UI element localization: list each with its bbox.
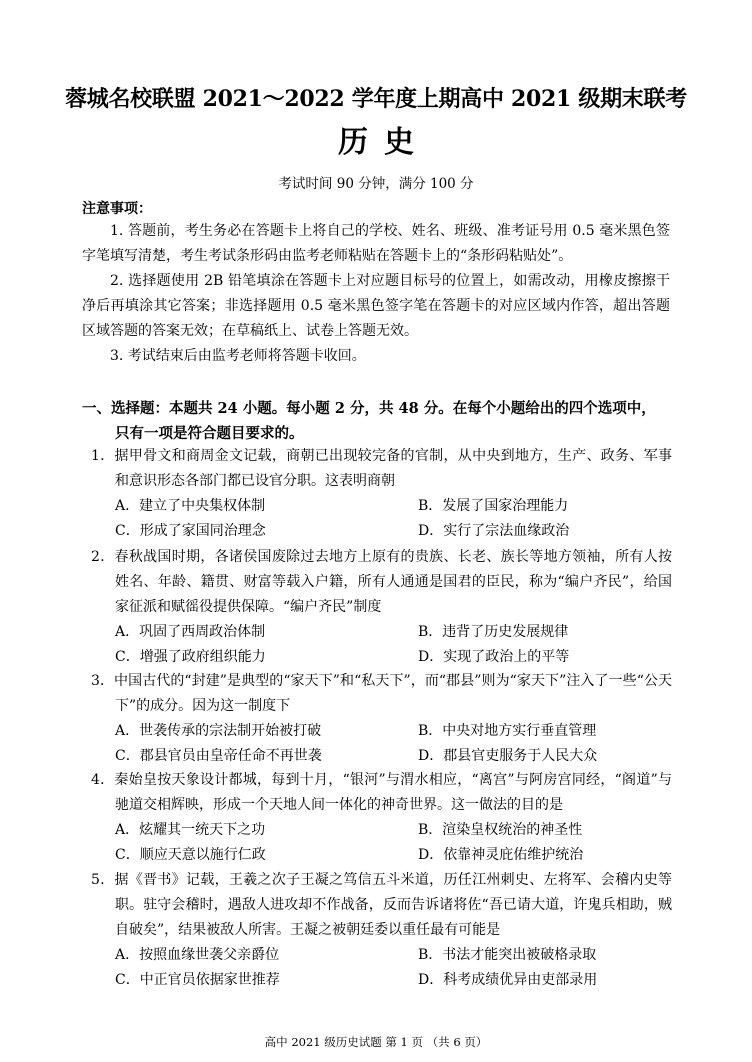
question-5	[82, 868, 672, 993]
question-stem: 2．春秋战国时期，各诸侯国废除过去地方上原有的贵族、长老、族长等地方领袖，所有人按姓名、年龄、籍贯、财富等载入户籍，所有人通通是国君的臣民，称为“编户齐民”，给国家征派和赋徭役提供保障。“编户齐民”制度	[91, 549, 672, 615]
option-d: D．郡县官吏服务于人民大众	[418, 748, 598, 764]
option-b: B．发展了国家治理能力	[418, 498, 569, 514]
notice-item: 1. 答题前，考生务必在答题卡上将自己的学校、姓名、班级、准考证号用 0.5 毫米黑色签字笔填写清楚，考生考试条形码由监考老师粘贴在答题卡上的“条形码粘贴处”。	[82, 223, 670, 264]
exam-info: 考试时间 90 分钟，满分 100 分	[278, 176, 474, 192]
option-b: B．渲染皇权统治的神圣性	[418, 822, 583, 838]
question-options	[82, 494, 672, 544]
notice-item: 3. 考试结束后由监考老师将答题卡收回。	[110, 348, 366, 364]
option-b: B．违背了历史发展规律	[418, 624, 569, 640]
page-footer: 高中 2021 级历史试题 第 1 页 （共 6 页）	[264, 1035, 488, 1049]
question-stem: 3．中国古代的“封建”是典型的“家天下”和“私天下”，而“郡县”则为“家天下”注入了一些“公天下”的成分。因为这一制度下	[91, 673, 672, 714]
notice-item: 2. 选择题使用 2B 铅笔填涂在答题卡上对应题目标号的位置上，如需改动，用橡皮擦擦干净后再填涂其它答案；非选择题用 0.5 毫米黑色签字笔在答题卡的对应区域内作答，超出答题区域答题的答案无效；在草稿纸上、试卷上答题无效。	[82, 273, 670, 339]
option-a: A．按照血缘世袭父亲爵位	[115, 947, 280, 963]
option-d: D．依靠神灵庇佑维护统治	[418, 847, 584, 863]
option-d: D．实现了政治上的平等	[418, 649, 570, 665]
exam-title: 蓉城名校联盟 2021～2022 学年度上期高中 2021 级期末联考	[65, 86, 687, 112]
question-stem: 4．秦始皇按天象设计都城，每到十月，“银河”与渭水相应，“离宫”与阿房宫同经，“阁道”与驰道交相辉映，形成一个天地人间一体化的神奇世界。这一做法的目的是	[91, 772, 672, 813]
option-d: D．科考成绩优异由吏部录用	[418, 972, 598, 988]
section-heading	[82, 396, 672, 446]
question-options	[82, 818, 672, 868]
question-1	[82, 444, 672, 544]
option-c: C．形成了家国同治理念	[115, 523, 266, 539]
option-c: C．中正官员依据家世推荐	[115, 972, 280, 988]
option-b: B．中央对地方实行垂直管理	[418, 723, 597, 739]
question-stem: 1．据甲骨文和商周金文记载，商朝已出现较完备的官制，从中央到地方，生产、政务、军事和意识形态各部门都已设官分职。这表明商朝	[91, 448, 672, 489]
question-3	[82, 669, 672, 769]
option-c: C．郡县官员由皇帝任命不再世袭	[115, 748, 322, 764]
option-a: A．巩固了西周政治体制	[115, 624, 266, 640]
notice-heading: 注意事项：	[82, 201, 152, 217]
question-stem: 5．据《晋书》记载，王羲之次子王凝之笃信五斗米道，历任江州刺史、左将军、会稽内史等职。驻守会稽时，遇敌人进攻却不作战备，反而告诉诸将佐“吾已请大道，许鬼兵相助，贼自破矣”，结果被敌人所害。王凝之被朝廷委以重任最有可能是	[91, 872, 672, 938]
question-options	[82, 620, 672, 670]
option-b: B．书法才能突出被破格录取	[418, 947, 597, 963]
section-heading-line2: 只有一项是符合题目要求的。	[115, 425, 304, 442]
option-a: A．建立了中央集权体制	[115, 498, 266, 514]
question-options	[82, 943, 672, 993]
option-c: C．增强了政府组织能力	[115, 649, 266, 665]
option-c: C．顺应天意以施行仁政	[115, 847, 266, 863]
question-4	[82, 768, 672, 868]
question-2	[82, 545, 672, 670]
section-heading-line1: 一、选择题：本题共 24 小题。每小题 2 分，共 48 分。在每个小题给出的四个选项中，	[82, 400, 656, 417]
option-a: A．世袭传承的宗法制开始被打破	[115, 723, 322, 739]
question-options	[82, 719, 672, 769]
option-a: A．炫耀其一统天下之功	[115, 822, 266, 838]
option-d: D．实行了宗法血缘政治	[418, 523, 570, 539]
subject-title: 历史	[338, 125, 430, 160]
